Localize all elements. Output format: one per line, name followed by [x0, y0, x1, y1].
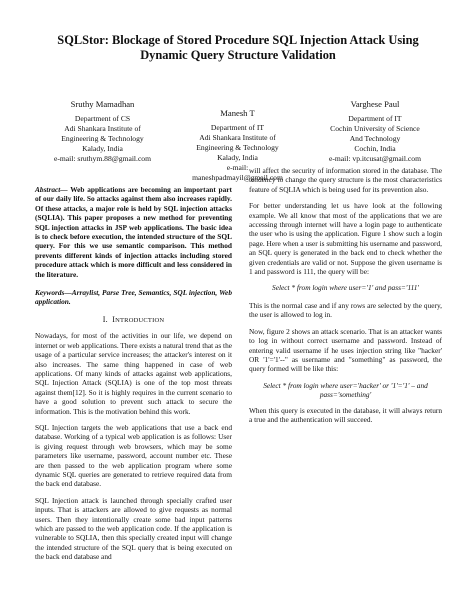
section-number: I.	[102, 314, 108, 324]
body-paragraph: will affect the security of information stored in the database. The tendency to change the query structure is the most characteristics feature of SQLIA which is being used for its prevention also.	[249, 166, 442, 194]
author-affiliation-line: And Technology	[349, 134, 401, 143]
sql-injection-query	[249, 381, 442, 400]
body-paragraph: For better understanding let us have look at the following example. We all know that most of the applications that we are accessing through internet will have a login page to authenticate the user who is using the application. Figure 1 show such a login page. Here when a user is submitting his username and password, an SQL query is generated in the back end to check whether the given credentials are valid or not. Suppose the given username is 1 and password is 111, the query will be:	[249, 201, 442, 277]
paper-title: SQLStor: Blockage of Stored Procedure SQL Injection Attack Using Dynamic Query Structure Validation	[57, 33, 419, 62]
author-affiliation-line: Cochin University of Science	[330, 124, 420, 133]
keywords-text: Arraylist, Parse Tree, Semantics, SQL injection, Web application.	[35, 288, 232, 307]
author-block-1	[40, 99, 165, 164]
keywords	[35, 288, 232, 307]
author-affiliation-line: Engineering & Technology	[196, 143, 279, 152]
author-affiliation-line: Cochin, India	[354, 144, 396, 153]
left-column	[35, 185, 232, 569]
author-email-label: e-mail:	[226, 163, 249, 172]
sql-query-example: Select * from login where user='1' and pass='111'	[272, 283, 419, 293]
abstract-text: Web applications are becoming an important part of our daily life. So attacks against them also increases rapidly. Of these attacks, a major role is held by SQL injection attacks (SQLIA). This paper proposes a new method for preventing SQL injection attacks in JSP web applications. The basic idea is to check before execution, the intended structure of the SQL query. For this we use semantic comparison. This method prevents different kinds of injection attacks including stored procedure attack which is more difficult and less considered in the literature.	[35, 185, 232, 279]
author-block-3	[310, 99, 440, 164]
author-affiliation-line: Department of CS	[74, 114, 131, 123]
author-affiliation-line: Kalady, India	[217, 153, 258, 162]
section-title-rest: NTRODUCTION	[115, 316, 165, 324]
author-affiliation-line: Engineering & Technology	[61, 134, 144, 143]
author-name: Sruthy Mamadhan	[70, 99, 135, 109]
abstract-label: Abstract—	[35, 185, 68, 194]
author-affiliation-line: Adi Shankara Institute of	[199, 133, 276, 142]
section-initial: I	[112, 314, 116, 324]
sql-injection-query-line1: Select * from login where user='hacker' or '1'='1' – and	[263, 380, 428, 390]
author-email: e-mail: sruthym.88@gmail.com	[53, 154, 152, 163]
author-name: Manesh T	[220, 108, 255, 118]
sql-injection-query-line2: pass='something'	[319, 390, 372, 400]
body-paragraph: Nowadays, for most of the activities in our life, we depend on internet or web applications. There exists a natural trend that as the usage of a particular service increases; the attacker's interest on it also increases. The same thing happened in case of web applications. Of many kinds of attacks against web applications, SQL Injection Attack (SQLIA) is one of the top most threats against them[12]. So it is highly requires in the current scenario to have a good solution to prevent such attack to secure the information. This is the motivation behind this work.	[35, 331, 232, 416]
body-paragraph: When this query is executed in the database, it will always return a true and the authentication will succeed.	[249, 405, 442, 424]
abstract	[35, 185, 232, 279]
author-affiliation-line: Kalady, India	[82, 144, 123, 153]
author-affiliation-line: Department of IT	[210, 123, 265, 132]
body-paragraph: This is the normal case and if any rows are selected by the query, the user is allowed to log in.	[249, 300, 442, 320]
section-heading-introduction	[35, 315, 232, 325]
body-paragraph: Now, figure 2 shows an attack scenario. That is an attacker wants to log in without correct username and password. Instead of entering valid username if he uses injection string like "hacker' OR '1'='1'--" as username and "something" as password, the query formed will be like this:	[249, 326, 442, 374]
author-email: e-mail: vp.itcusat@gmail.com	[329, 154, 421, 163]
keywords-label: Keywords—	[35, 288, 72, 298]
author-email: maneshpadmayil@gmail.com	[192, 173, 283, 182]
author-name: Varghese Paul	[350, 99, 400, 109]
right-column	[249, 166, 442, 431]
author-affiliation-line: Adi Shankara Institute of	[64, 124, 141, 133]
body-paragraph: SQL Injection attack is launched through specially crafted user inputs. That is attackers are allowed to give requests as normal users. Then they intentionally create some bad input patterns which are passed to the web application code. If the application is vulnerable to SQLIA, then this specially created input will change the intended structure of the SQL query that is being executed on the back end database and	[35, 495, 232, 562]
author-affiliation-line: Department of IT	[348, 114, 402, 123]
body-paragraph: SQL Injection targets the web applications that use a back end database. Working of a typical web application is as follows: User is giving request through web browsers, which may be some parameters like username, password, account number etc. These are then passed to the web application program where some dynamic SQL queries are generated to retrieve required data from the back end database.	[35, 422, 232, 489]
